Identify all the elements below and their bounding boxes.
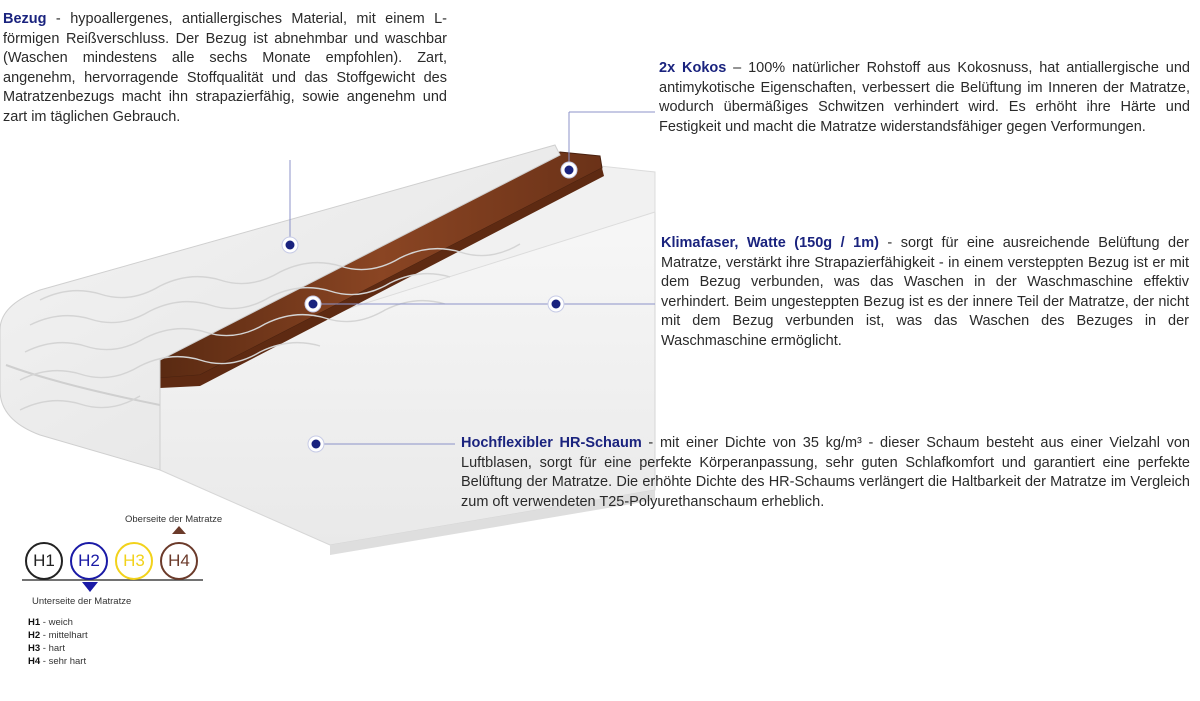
legend-code: H2 (28, 630, 41, 641)
legend-desc: - mittelhart (40, 630, 88, 641)
hardness-circle-h3: H3 (115, 542, 153, 580)
legend-code: H4 (28, 656, 41, 667)
hardness-circle-h1: H1 (25, 542, 63, 580)
schaum-description (461, 434, 1190, 512)
klima-title: Klimafaser, Watte (150g / 1m) (661, 235, 879, 251)
legend-desc: - sehr hart (40, 656, 87, 667)
legend-item-h4 (28, 656, 86, 667)
kokos-title: 2x Kokos (659, 60, 727, 76)
legend-code: H1 (28, 617, 41, 628)
legend-item-h1 (28, 617, 73, 628)
hardness-circle-h4: H4 (160, 542, 198, 580)
bezug-title: Bezug (3, 11, 47, 27)
legend-code: H3 (28, 643, 41, 654)
top-arrow-icon (172, 526, 186, 534)
legend-desc: - weich (40, 617, 73, 628)
hardness-circle-h2: H2 (70, 542, 108, 580)
bottom-arrow-icon (82, 582, 98, 592)
bezug-description (3, 10, 447, 127)
klima-text: - sorgt für eine ausreichende Belüftung der Matratze, verstärkt ihre Strapazierfähigkeit - in einem versteppten Bezug ist er mit dem Bezug verbunden, was das Waschen in der Waschmaschine effektiv verhindert. Beim ungesteppten Bezug ist es der innere Teil der Matratze, der nicht mit dem Bezug verbunden ist, was das Waschen des Bezuges in der Waschmaschine ermöglicht. (661, 235, 1189, 349)
legend-desc: - hart (40, 643, 65, 654)
legend-bottom-caption: Unterseite der Matratze (32, 596, 132, 607)
klima-description (661, 234, 1189, 351)
schaum-title: Hochflexibler HR-Schaum (461, 435, 642, 451)
legend-item-h2 (28, 630, 88, 641)
legend-item-h3 (28, 643, 65, 654)
kokos-text: – 100% natürlicher Rohstoff aus Kokosnuss, hat antiallergische und antimykotische Eigenschaften, verbessert die Belüftung im Inneren der Matratze, wodurch übermäßiges Schwitzen verhindert wird. Es erhöht ihre Härte und Festigkeit und macht die Matratze widerstandsfähiger gegen Verformungen. (659, 60, 1190, 135)
legend-top-caption: Oberseite der Matratze (125, 514, 223, 525)
kokos-description (659, 59, 1190, 137)
bezug-text: - hypoallergenes, antiallergisches Material, mit einem L-förmigen Reißverschluss. Der Bezug ist abnehmbar und waschbar (Waschen mindestens alle sechs Monate empfohlen). Zart, angenehm, hervorragende Stoffqualität und das Stoffgewicht des Matratzenbezugs macht ihn strapazierfähig, sowie angenehm und zart im täglichen Gebrauch. (3, 11, 447, 125)
schaum-text: - mit einer Dichte von 35 kg/m³ - dieser Schaum besteht aus einer Vielzahl von Luftblasen, sorgt für eine perfekte Körperanpassung, sehr guten Schlafkomfort und garantiert eine perfekte Belüftung der Matratze. Die erhöhte Dichte des HR-Schaums verlängert die Haltbarkeit der Matratze im Vergleich zum oft verwendeten T25-Polyurethanschaum erheblich. (461, 435, 1190, 510)
